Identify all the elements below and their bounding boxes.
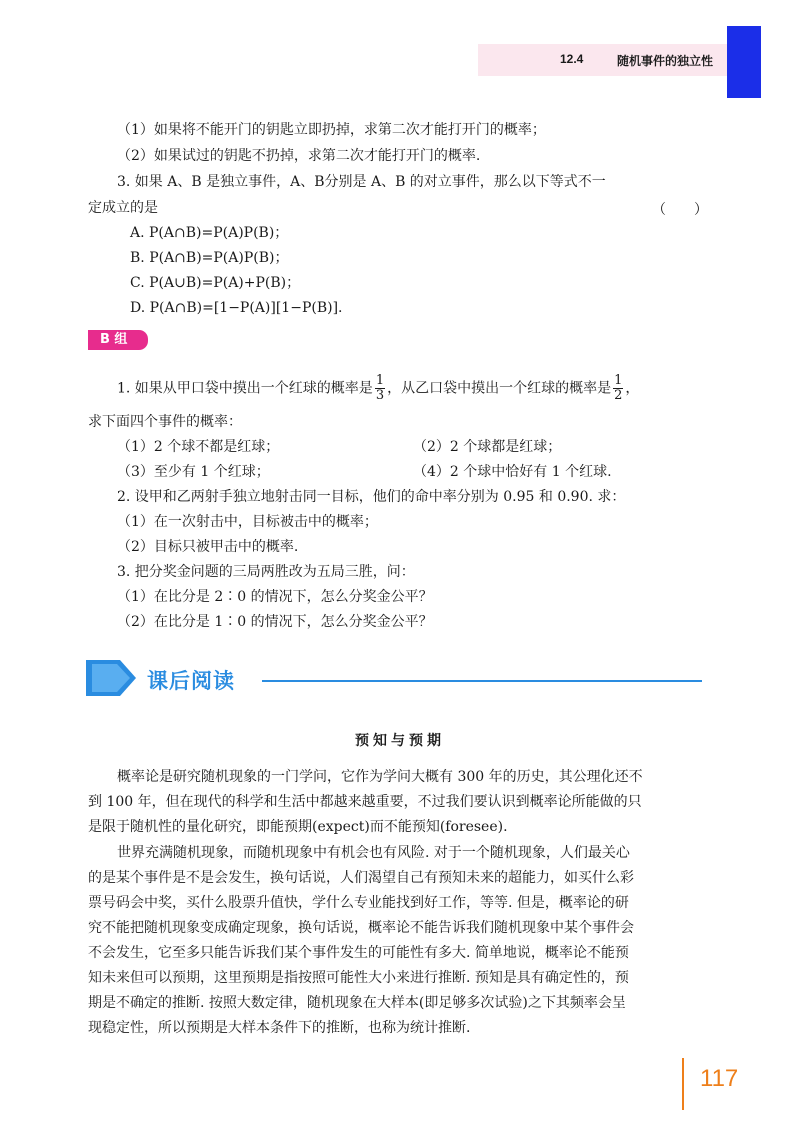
b-question-2-line-1: 2. 设甲和乙两射手独立地射击同一目标，他们的命中率分别为 0.95 和 0.90. 求： — [117, 489, 626, 505]
fraction-numerator: 1 — [614, 373, 623, 388]
para2-line-6: 知未来但可以预期，这里预期是指按照可能性大小来进行推断. 预知是具有确定性的，预 — [88, 970, 629, 986]
b-q1-item-4: （4）2 个球中恰好有 1 个红球. — [413, 464, 612, 480]
para1-line-1: 概率论是研究随机现象的一门学问，它作为学问大概有 300 年的历史，其公理化还不 — [117, 769, 643, 785]
b-q2-item-2: （2）目标只被甲击中的概率. — [117, 539, 299, 555]
para2-line-1: 世界充满随机现象，而随机现象中有机会也有风险. 对于一个随机现象，人们最关心 — [117, 845, 630, 861]
question-2-item-2: （2）如果试过的钥匙不扔掉，求第二次才能打开门的概率. — [117, 148, 481, 164]
b-q3-item-1: （1）在比分是 2∶0 的情况下，怎么分奖金公平？ — [117, 589, 433, 605]
header-color-block — [727, 26, 761, 98]
fraction-numerator: 1 — [375, 373, 385, 388]
fraction-denominator: 3 — [375, 388, 385, 403]
para2-line-2: 的是某个事件是不是会发生，换句话说，人们渴望自己有预知未来的超能力，如买什么彩 — [88, 870, 634, 886]
option-d: D. P(A∩B)=[1−P(A)][1−P(B)]. — [130, 300, 343, 316]
para2-line-5: 不会发生，它至多只能告诉我们某个事件发生的可能性有多大. 简单地说，概率论不能预 — [88, 945, 629, 961]
answer-blank: （ ） — [652, 202, 708, 218]
reading-divider — [262, 680, 702, 682]
question-2-item-1: （1）如果将不能开门的钥匙立即扔掉，求第二次才能打开门的概率； — [117, 122, 546, 138]
b-question-1-line-2: 求下面四个事件的概率： — [88, 414, 242, 430]
b-q1-item-3: （3）至少有 1 个红球； — [117, 464, 270, 480]
fraction-one-half — [613, 374, 623, 403]
fraction-one-third — [375, 374, 385, 403]
para1-line-3: 是限于随机性的量化研究，即能预期(expect)而不能预知(foresee). — [88, 819, 508, 835]
b-question-1-line-1 — [117, 374, 639, 403]
option-b: B. P(A∩B)=P(A)P(B)； — [130, 250, 289, 266]
para2-line-4: 究不能把随机现象变成确定现象，换句话说，概率论不能告诉我们随机现象中某个事件会 — [88, 920, 634, 936]
para2-line-7: 期是不确定的推断. 按照大数定律，随机现象在大样本(即足够多次试验)之下其频率会呈 — [88, 995, 626, 1011]
question-3-line-1: 3. 如果 A、B 是独立事件，A、B分别是 A、B 的对立事件，那么以下等式不一 — [117, 174, 606, 190]
group-b-label: B 组 — [88, 330, 148, 350]
b-q2-item-1: （1）在一次射击中，目标被击中的概率； — [117, 514, 378, 530]
reading-tag-icon — [86, 660, 136, 696]
para1-line-2: 到 100 年，但在现代的科学和生活中都越来越重要，不过我们要认识到概率论所能做的只 — [88, 794, 642, 810]
para2-line-8: 现稳定性，所以预期是大样本条件下的推断，也称为统计推断. — [88, 1020, 471, 1036]
question-3-line-2: 定成立的是 — [88, 200, 158, 216]
reading-heading: 课后阅读 — [147, 669, 235, 693]
b-q1-text-2: ，从乙口袋中摸出一个红球的概率是 — [387, 380, 612, 397]
b-q1-item-1: （1）2 个球不都是红球； — [117, 439, 280, 455]
b-q1-item-2: （2）2 个球都是红球； — [413, 439, 562, 455]
option-a: A. P(A∩B)=P(A)P(B)； — [130, 225, 289, 241]
option-c: C. P(A∪B)=P(A)+P(B)； — [130, 275, 301, 291]
b-q1-text-3: ， — [625, 380, 640, 397]
section-title: 随机事件的独立性 — [617, 54, 714, 68]
fraction-denominator: 2 — [614, 388, 623, 403]
para2-line-3: 票号码会中奖，买什么股票升值快，学什么专业能找到好工作，等等. 但是，概率论的研 — [88, 895, 629, 911]
b-q3-item-2: （2）在比分是 1∶0 的情况下，怎么分奖金公平？ — [117, 614, 433, 630]
b-q1-text-1: 1. 如果从甲口袋中摸出一个红球的概率是 — [117, 380, 373, 397]
b-question-3-line-1: 3. 把分奖金问题的三局两胜改为五局三胜，问： — [117, 564, 415, 580]
page-number: 117 — [700, 1065, 739, 1092]
page-number-rule — [682, 1058, 684, 1110]
essay-title: 预知与预期 — [355, 733, 445, 749]
section-number: 12.4 — [560, 52, 584, 66]
